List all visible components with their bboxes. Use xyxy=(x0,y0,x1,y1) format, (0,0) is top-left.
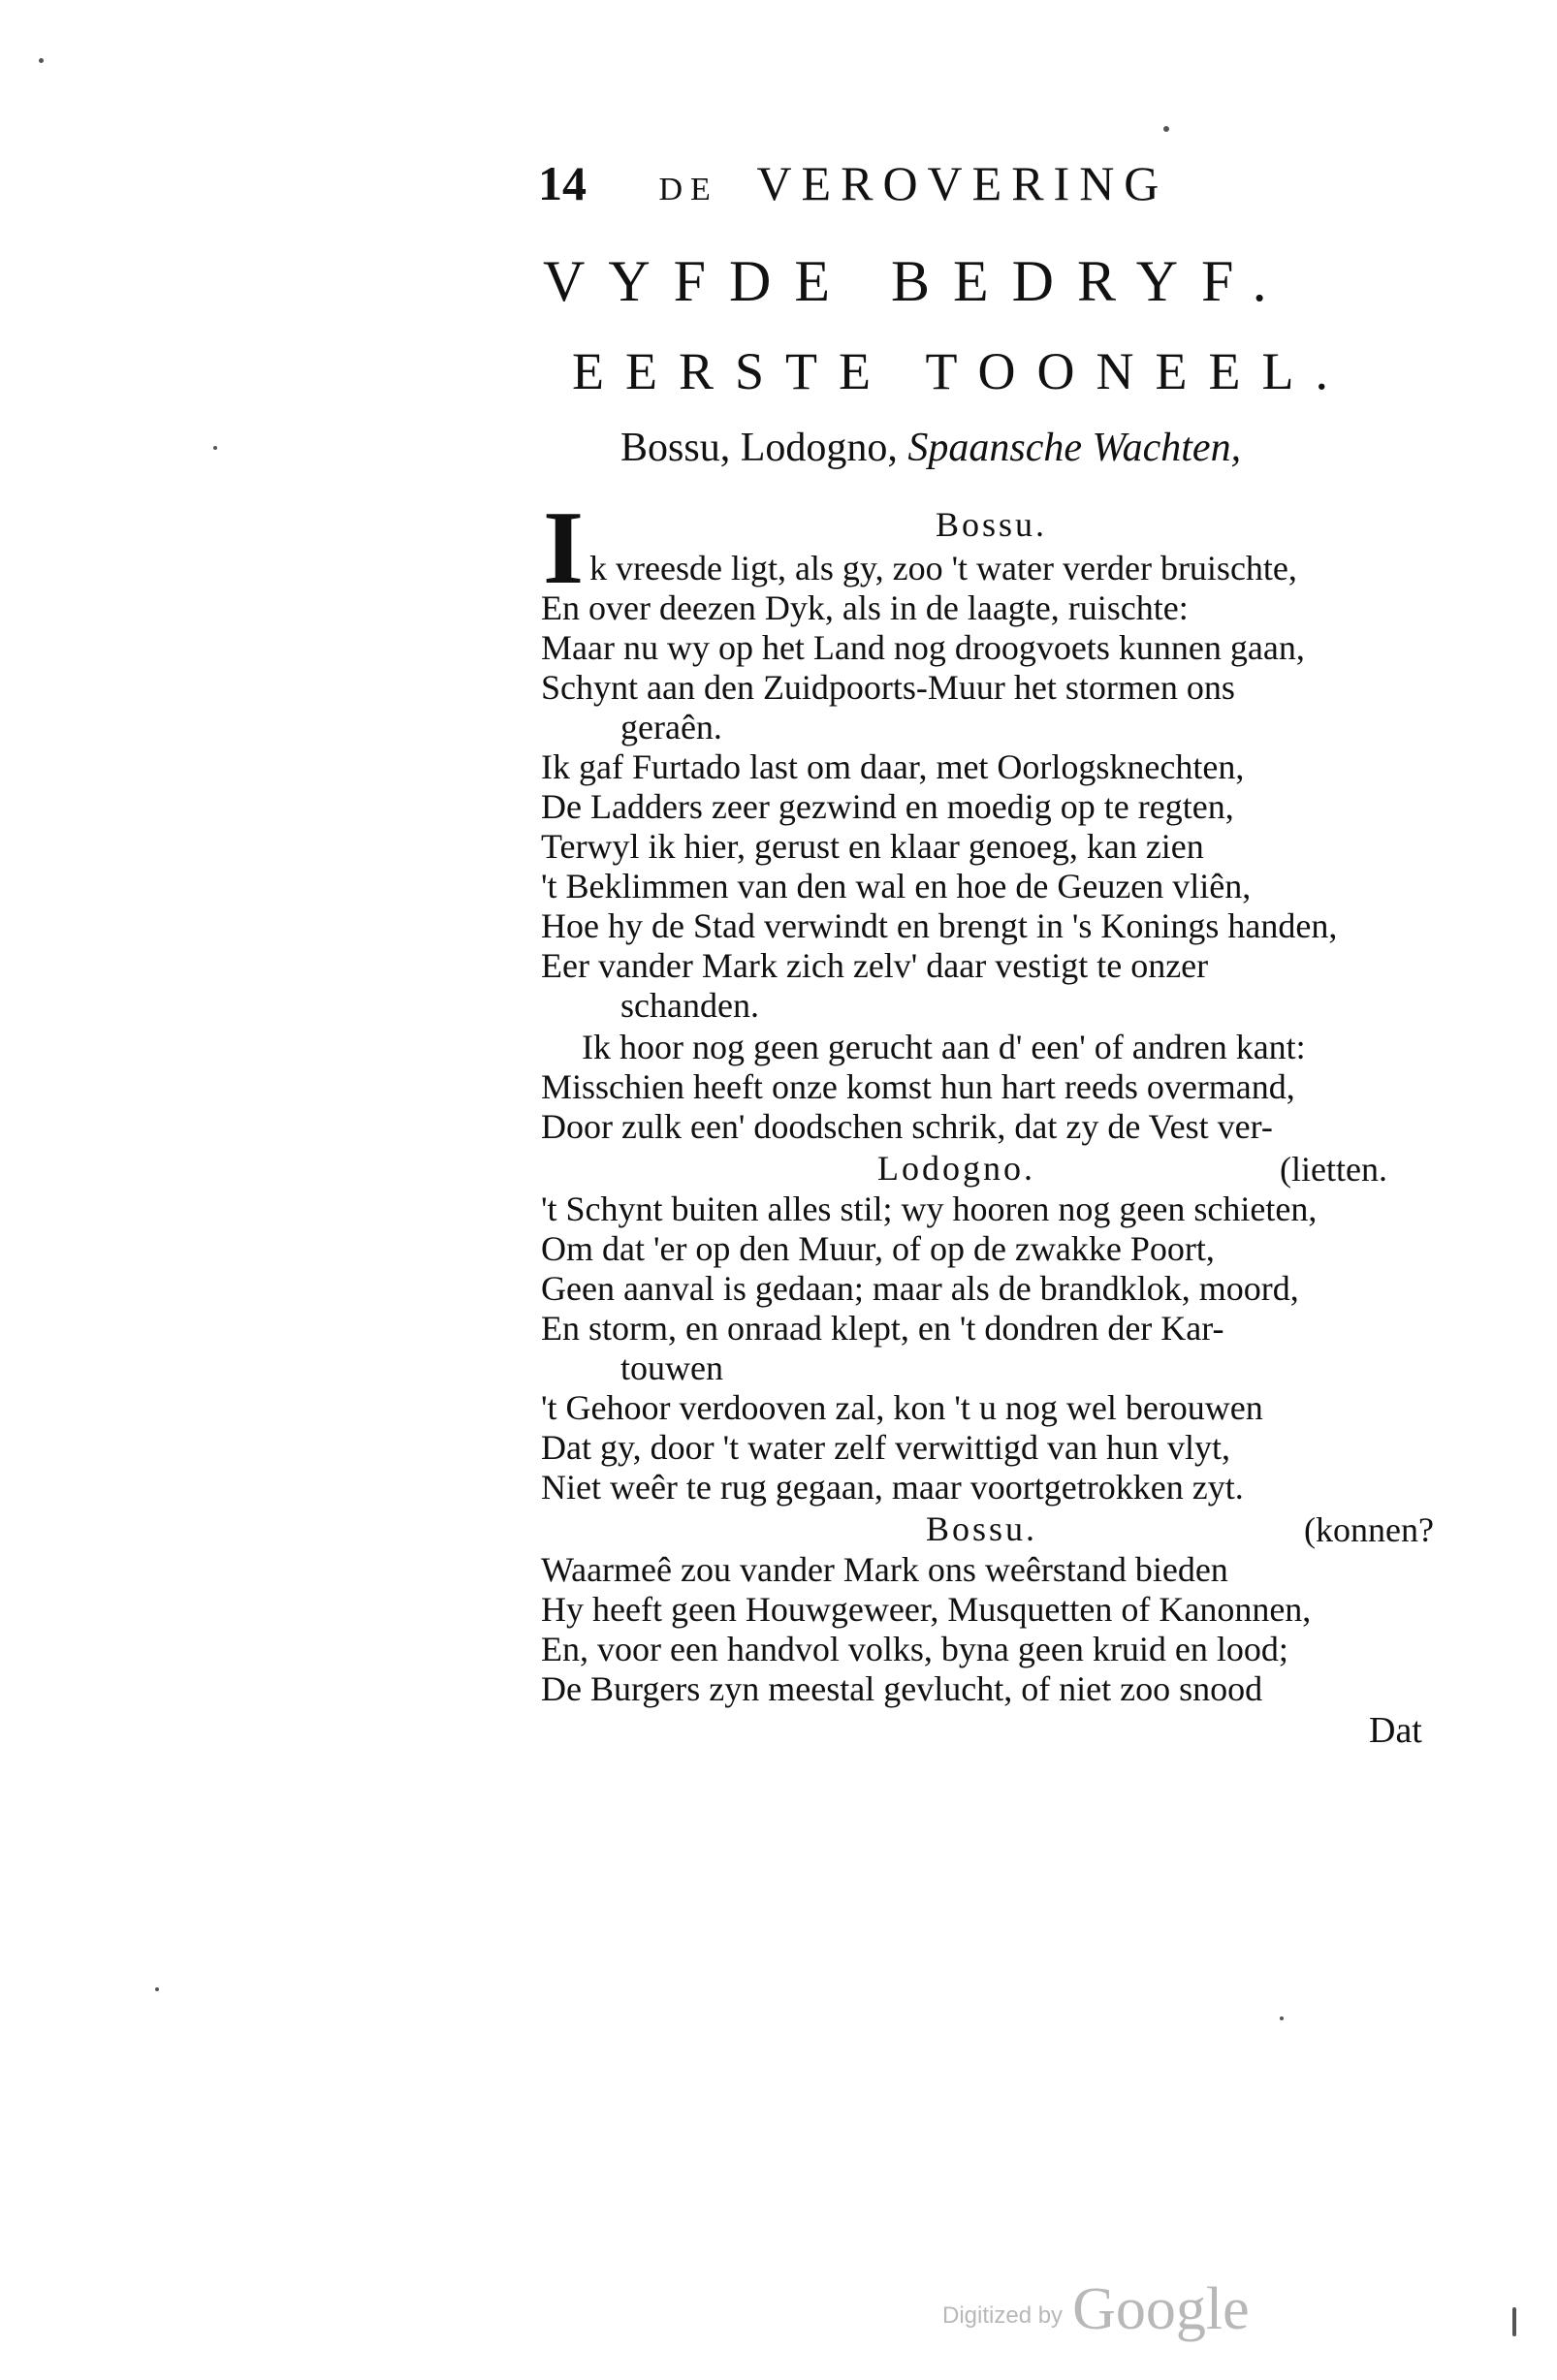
verse-line: touwen xyxy=(620,1349,723,1387)
verse-line: Misschien heeft onze komst hun hart reeds overmand, xyxy=(541,1067,1295,1106)
verse-line: De Burgers zyn meestal gevlucht, of niet zoo snood xyxy=(541,1669,1263,1708)
catchword: Dat xyxy=(1369,1710,1422,1751)
verse-line: Eer vander Mark zich zelv' daar vestigt te onzer xyxy=(541,946,1209,985)
drop-cap: I xyxy=(543,491,585,606)
verse-line: Waarmeê zou vander Mark ons weêrstand bieden xyxy=(541,1550,1228,1589)
scene-title: EERSTE TOONEEL. xyxy=(572,342,1350,400)
verse-line-overflow: (konnen? xyxy=(1304,1510,1434,1549)
cast-names: Bossu, Lodogno, xyxy=(620,426,898,470)
verse-line: Niet weêr te rug gegaan, maar voortgetrokken zyt. xyxy=(541,1468,1244,1507)
verse-line: geraên. xyxy=(620,708,722,746)
running-head xyxy=(538,155,1314,211)
verse-line: Maar nu wy op het Land nog droogvoets kunnen gaan, xyxy=(541,628,1305,667)
verse-line: 't Beklimmen van den wal en hoe de Geuzen vliên, xyxy=(541,867,1252,905)
speaker-heading: Bossu. xyxy=(936,505,1048,544)
watermark-prefix: Digitized by xyxy=(942,2302,1064,2329)
verse-line: En over deezen Dyk, als in de laagte, ruischte: xyxy=(541,588,1189,627)
verse-line: Ik gaf Furtado last om daar, met Oorlogsknechten, xyxy=(541,747,1245,786)
verse-line: Door zulk een' doodschen schrik, dat zy de Vest ver- xyxy=(541,1107,1273,1146)
verse-line: Hy heeft geen Houwgeweer, Musquetten of Kanonnen, xyxy=(541,1590,1312,1629)
verse-line: De Ladders zeer gezwind en moedig op te regten, xyxy=(541,787,1234,826)
verse-line: Terwyl ik hier, gerust en klaar genoeg, kan zien xyxy=(541,827,1204,866)
watermark-brand: Google xyxy=(1072,2276,1250,2342)
speck xyxy=(213,446,217,450)
running-head-de: DE xyxy=(658,172,718,207)
verse-line: Ik hoor nog geen gerucht aan d' een' of andren kant: xyxy=(582,1028,1306,1066)
page-number: 14 xyxy=(538,156,587,210)
verse-line: Geen aanval is gedaan; maar als de brandklok, moord, xyxy=(541,1269,1299,1308)
verse-line: k vreesde ligt, als gy, zoo 't water verder bruischte, xyxy=(589,549,1297,587)
cast-list xyxy=(620,425,1415,471)
verse-line-overflow: (lietten. xyxy=(1280,1150,1387,1189)
verse-line: 't Gehoor verdooven zal, kon 't u nog wel berouwen xyxy=(541,1388,1263,1427)
verse-line: Hoe hy de Stad verwindt en brengt in 's Konings handen, xyxy=(541,906,1338,945)
verse-line: Om dat 'er op den Muur, of op de zwakke Poort, xyxy=(541,1229,1215,1268)
speck xyxy=(1163,126,1169,132)
verse-line: En storm, en onraad klept, en 't dondren der Kar- xyxy=(541,1309,1224,1348)
running-head-title: VEROVERING xyxy=(756,156,1169,210)
speck xyxy=(1280,2016,1284,2020)
speck xyxy=(39,58,44,63)
act-title: VYFDE BEDRYF. xyxy=(543,249,1290,313)
verse-line: Schynt aan den Zuidpoorts-Muur het stormen ons xyxy=(541,668,1235,707)
speck xyxy=(1512,2307,1516,2336)
verse-line: 't Schynt buiten alles stil; wy hooren nog geen schieten, xyxy=(541,1190,1318,1228)
cast-extras: Spaansche Wachten, xyxy=(907,426,1242,470)
digitized-watermark xyxy=(942,2275,1250,2344)
speck xyxy=(155,1987,159,1991)
verse-line: schanden. xyxy=(620,986,759,1025)
speaker-heading: Bossu. xyxy=(926,1509,1038,1548)
verse-line: En, voor een handvol volks, byna geen kruid en lood; xyxy=(541,1630,1288,1668)
speaker-heading: Lodogno. xyxy=(877,1149,1035,1188)
verse-line: Dat gy, door 't water zelf verwittigd van hun vlyt, xyxy=(541,1428,1230,1467)
